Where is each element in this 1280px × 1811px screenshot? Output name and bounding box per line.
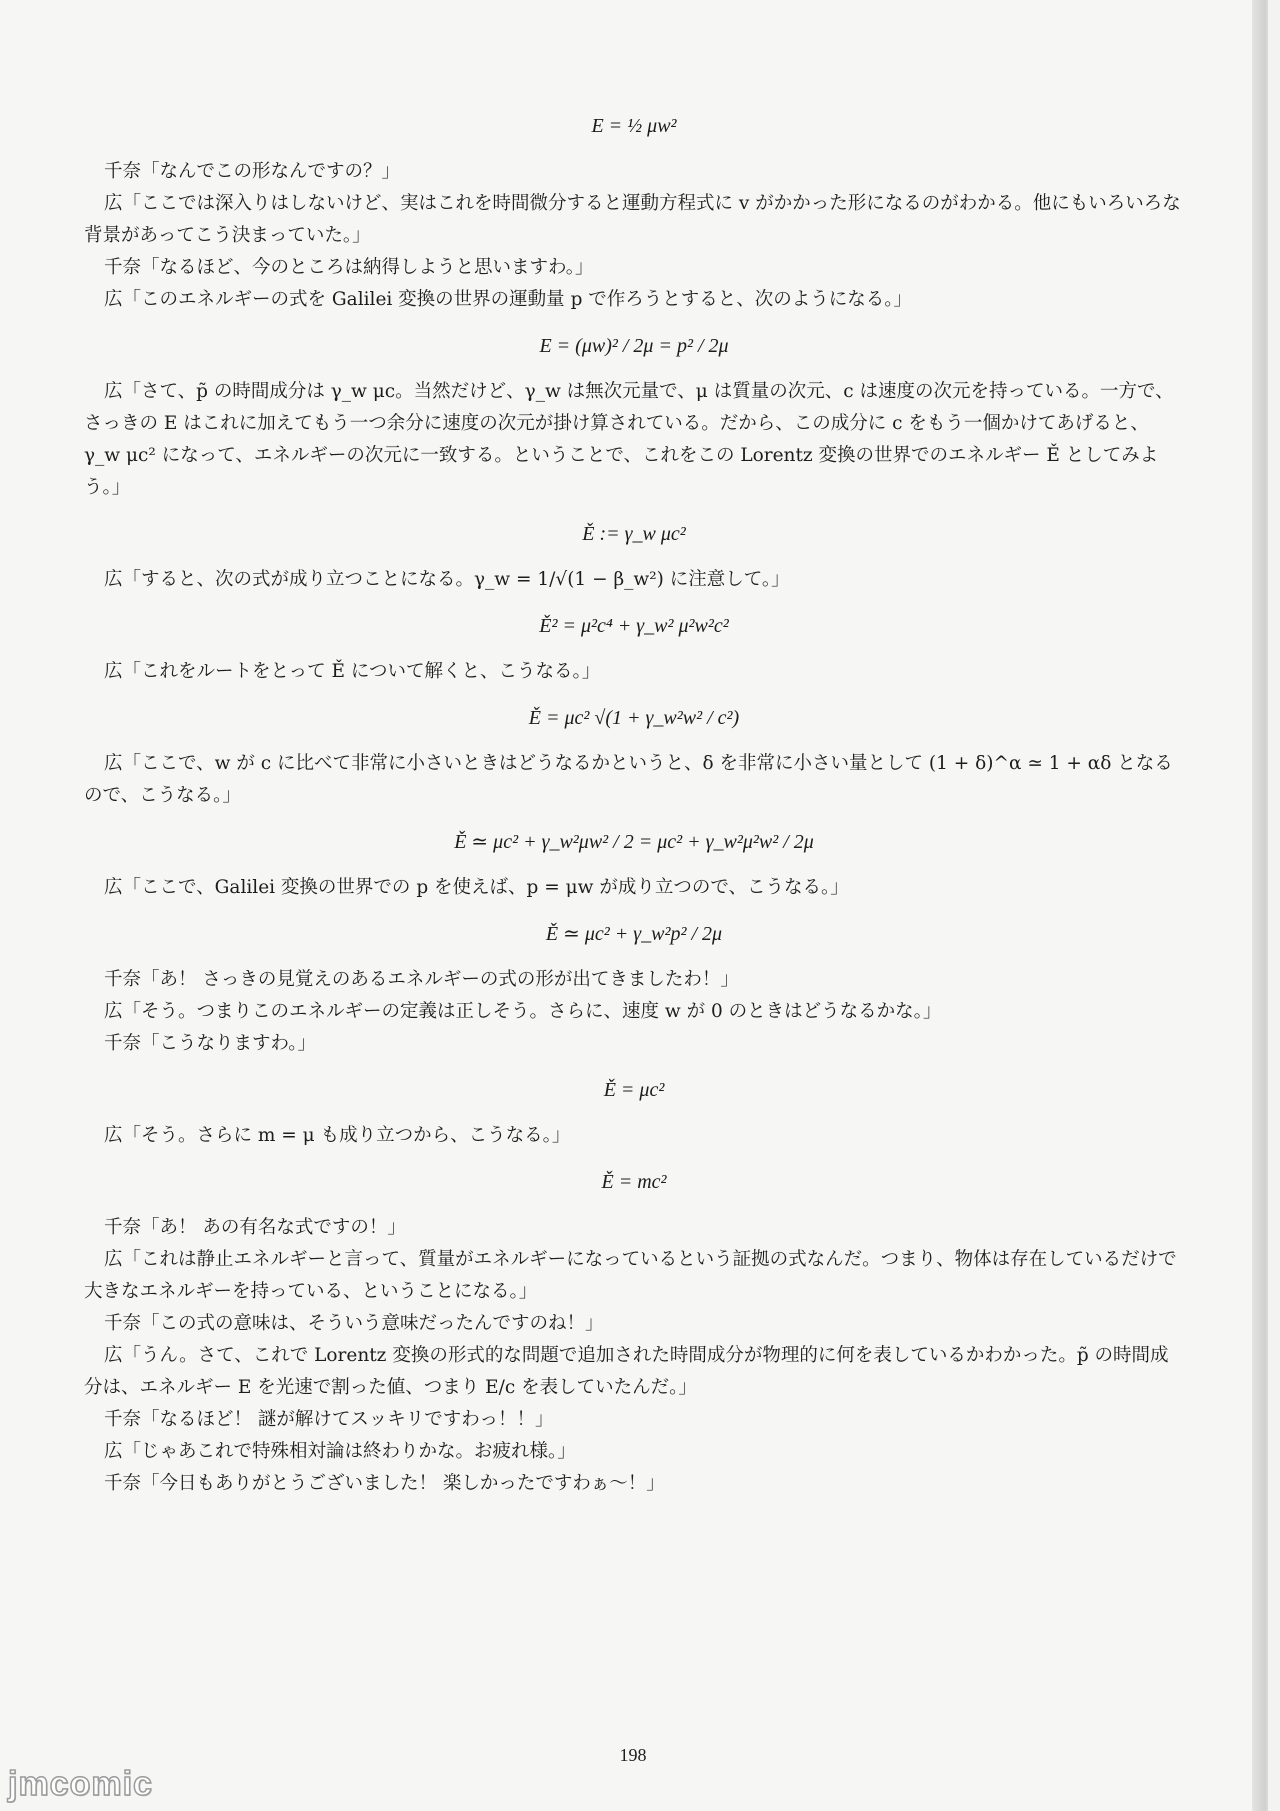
dialogue-line: 広「これをルートをとって Ě について解くと、こうなる。」 bbox=[104, 661, 601, 682]
equation: E = (μw)² / 2μ = p² / 2μ bbox=[539, 335, 729, 357]
equation: Ě = μc² bbox=[603, 1079, 665, 1101]
dialogue-line: 千奈「この式の意味は、そういう意味だったんですのね！」 bbox=[104, 1313, 604, 1334]
dialogue-line: 広「ここで、Galilei 変換の世界での p を使えば、p = μw が成り立つので、こうなる。」 bbox=[104, 877, 849, 898]
dialogue-line: 千奈「今日もありがとうございました！ 楽しかったですわぁ〜！」 bbox=[104, 1473, 665, 1494]
dialogue-line: 千奈「こうなりますわ。」 bbox=[104, 1033, 317, 1054]
dialogue-line: 広「ここで、w が c に比べて非常に小さいときはどうなるかというと、δ を非常に小さい量として (1 + δ)^α ≃ 1 + αδ となるので、こうなる。」 bbox=[84, 753, 1173, 806]
dialogue-line: 千奈「なるほど、今のところは納得しようと思いますわ。」 bbox=[104, 257, 594, 278]
equation: Ě ≃ μc² + γ_w²p² / 2μ bbox=[545, 923, 723, 945]
dialogue-line: 広「これは静止エネルギーと言って、質量がエネルギーになっているという証拠の式なんだ。つまり、物体は存在しているだけで大きなエネルギーを持っている、ということになる。」 bbox=[84, 1249, 1177, 1302]
dialogue-line: 広「そう。つまりこのエネルギーの定義は正しそう。さらに、速度 w が 0 のときはどうなるかな。」 bbox=[104, 1001, 942, 1022]
dialogue-line: 広「じゃあこれで特殊相対論は終わりかな。お疲れ様。」 bbox=[104, 1441, 576, 1462]
dialogue-line: 広「すると、次の式が成り立つことになる。γ_w = 1/√(1 − β_w²) に注意して。」 bbox=[104, 569, 790, 590]
dialogue-line: 千奈「なるほど！ 謎が解けてスッキリですわっ！！」 bbox=[104, 1409, 554, 1430]
equation: Ě² = μ²c⁴ + γ_w² μ²w²c² bbox=[539, 615, 729, 637]
equation: Ě = mc² bbox=[601, 1171, 667, 1193]
equation: Ě ≃ μc² + γ_w²μw² / 2 = μc² + γ_w²μ²w² / 2μ bbox=[454, 831, 814, 853]
dialogue-line: 広「さて、p̃ の時間成分は γ_w μc。当然だけど、γ_w は無次元量で、μ は質量の次元、c は速度の次元を持っている。一方で、さっきの E はこれに加えてもう一つ余分に速度の次元が掛け算されている。だから、この成分に c をもう一個かけてあげると、γ_w μc² になって、エネルギーの次元に一致する。ということで、これをこの Lorentz 変換の世界でのエネルギー Ě としてみよう。」 bbox=[84, 381, 1174, 498]
equation: E = ½ μw² bbox=[591, 115, 677, 137]
dialogue-line: 広「うん。さて、これで Lorentz 変換の形式的な問題で追加された時間成分が物理的に何を表しているかわかった。p̃ の時間成分は、エネルギー E を光速で割った値、つまり E/c を表していたんだ。」 bbox=[84, 1345, 1169, 1398]
dialogue-line: 広「このエネルギーの式を Galilei 変換の世界の運動量 p で作ろうとすると、次のようになる。」 bbox=[104, 289, 913, 310]
equation: Ě := γ_w μc² bbox=[582, 523, 686, 545]
dialogue-line: 千奈「あ！ さっきの見覚えのあるエネルギーの式の形が出てきましたわ！」 bbox=[104, 969, 739, 990]
dialogue-line: 広「ここでは深入りはしないけど、実はこれを時間微分すると運動方程式に v がかかった形になるのがわかる。他にもいろいろな背景があってこう決まっていた。」 bbox=[84, 193, 1181, 246]
dialogue-line: 千奈「あ！ あの有名な式ですの！」 bbox=[104, 1217, 406, 1238]
dialogue-line: 広「そう。さらに m = μ も成り立つから、こうなる。」 bbox=[104, 1125, 571, 1146]
equation: Ě = μc² √(1 + γ_w²w² / c²) bbox=[528, 707, 740, 729]
dialogue-line: 千奈「なんでこの形なんですの？」 bbox=[104, 161, 401, 182]
page-number: 198 bbox=[619, 1745, 647, 1765]
page-body bbox=[84, 96, 1184, 1500]
page-edge-shadow bbox=[1252, 0, 1266, 1811]
watermark-logo: jmcomic bbox=[8, 1765, 153, 1803]
